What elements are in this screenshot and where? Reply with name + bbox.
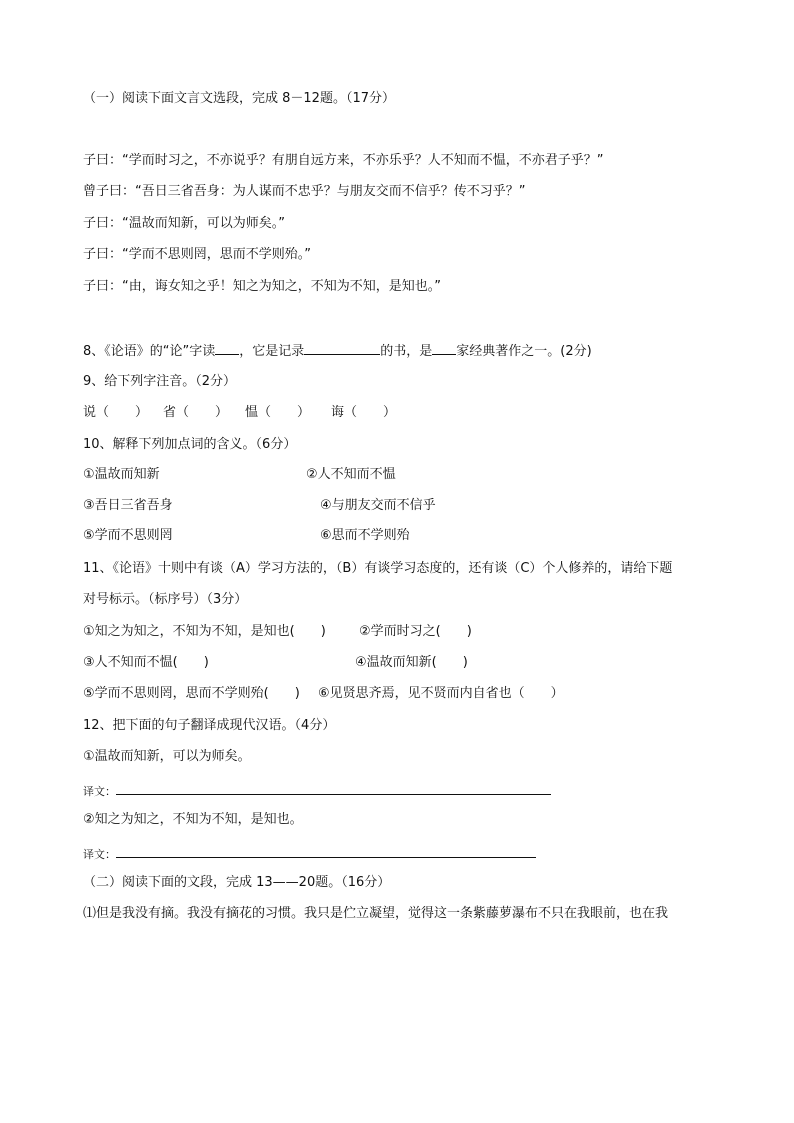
- q8-blank-pronunciation[interactable]: [215, 342, 239, 355]
- q10-item-6: ⑥思而不学则殆: [320, 528, 410, 543]
- section2-heading: （二）阅读下面的文段，完成 13——20题。（16分）: [83, 875, 391, 890]
- q8-blank-content[interactable]: [304, 342, 380, 355]
- question-11-title-cont: 对号标示。（标序号）（3分）: [83, 592, 248, 607]
- passage-line-1: 子曰：“学而时习之，不亦说乎？有朋自远方来，不亦乐乎？人不知而不愠，不亦君子乎？”: [83, 153, 604, 168]
- passage-line-5: 子曰：“由，诲女知之乎！知之为知之，不知为不知，是知也。”: [83, 279, 441, 294]
- q10-item-4: ④与朋友交而不信乎: [320, 498, 436, 513]
- q9-item-3: 愠（ ）: [245, 405, 311, 420]
- passage-line-2: 曾子曰：“吾日三省吾身：为人谋而不忠乎？与朋友交而不信乎？传不习乎？”: [83, 184, 526, 199]
- q11-item-3: ③人不知而不愠( ): [83, 655, 209, 670]
- q10-item-5: ⑤学而不思则罔: [83, 528, 173, 543]
- section1-heading: （一）阅读下面文言文选段，完成 8－12题。（17分）: [83, 91, 395, 106]
- q8-blank-school[interactable]: [432, 342, 456, 355]
- question-10-title: 10、解释下列加点词的含义。（6分）: [83, 437, 297, 452]
- q12-answer-line-1[interactable]: [116, 780, 551, 795]
- question-12-title: 12、把下面的句子翻译成现代汉语。（4分）: [83, 718, 336, 733]
- q12-label-1: 译文：: [83, 785, 116, 798]
- passage-line-3: 子曰：“温故而知新，可以为师矣。”: [83, 216, 285, 231]
- q9-item-1: 说（ ）: [83, 405, 149, 420]
- q11-item-1: ①知之为知之，不知为不知，是知也( ): [83, 624, 326, 639]
- q12-label-2: 译文：: [83, 848, 116, 861]
- q8-text-c: 的书，是: [380, 344, 433, 359]
- q12-sentence-1: ①温故而知新，可以为师矣。: [83, 749, 251, 764]
- question-9-items: [83, 405, 396, 421]
- question-9-title: 9、给下列字注音。（2分）: [83, 374, 237, 389]
- q10-item-3: ③吾日三省吾身: [83, 498, 173, 513]
- passage-line-4: 子曰：“学而不思则罔，思而不学则殆。”: [83, 247, 311, 262]
- q8-text-d: 家经典著作之一。(2分): [456, 344, 592, 359]
- q11-item-6: ⑥见贤思齐焉，见不贤而内自省也（ ）: [318, 686, 564, 701]
- q12-sentence-2: ②知之为知之，不知为不知，是知也。: [83, 812, 303, 827]
- q9-item-2: 省（ ）: [163, 405, 229, 420]
- section2-paragraph-1: ⑴但是我没有摘。我没有摘花的习惯。我只是伫立凝望，觉得这一条紫藤萝瀑布不只在我眼前，也在我: [83, 906, 669, 921]
- q11-item-4: ④温故而知新( ): [355, 655, 468, 670]
- q12-answer-line-2[interactable]: [116, 843, 536, 858]
- q10-item-2: ②人不知而不愠: [306, 467, 396, 482]
- q12-translation-1: [83, 780, 551, 800]
- q10-item-1: ①温故而知新: [83, 467, 160, 482]
- question-11-title: 11、《论语》十则中有谈（A）学习方法的，（B）有谈学习态度的，还有谈（C）个人修养的，请给下题: [83, 561, 673, 576]
- q8-text-a: 8、《论语》的“论”字读: [83, 344, 216, 359]
- question-8: [83, 342, 592, 360]
- q11-item-5: ⑤学而不思则罔，思而不学则殆( ): [83, 686, 300, 701]
- q8-text-b: ，它是记录: [239, 344, 305, 359]
- q9-item-4: 诲（ ）: [331, 405, 397, 420]
- q11-item-2: ②学而时习之( ): [359, 624, 472, 639]
- q12-translation-2: [83, 843, 536, 863]
